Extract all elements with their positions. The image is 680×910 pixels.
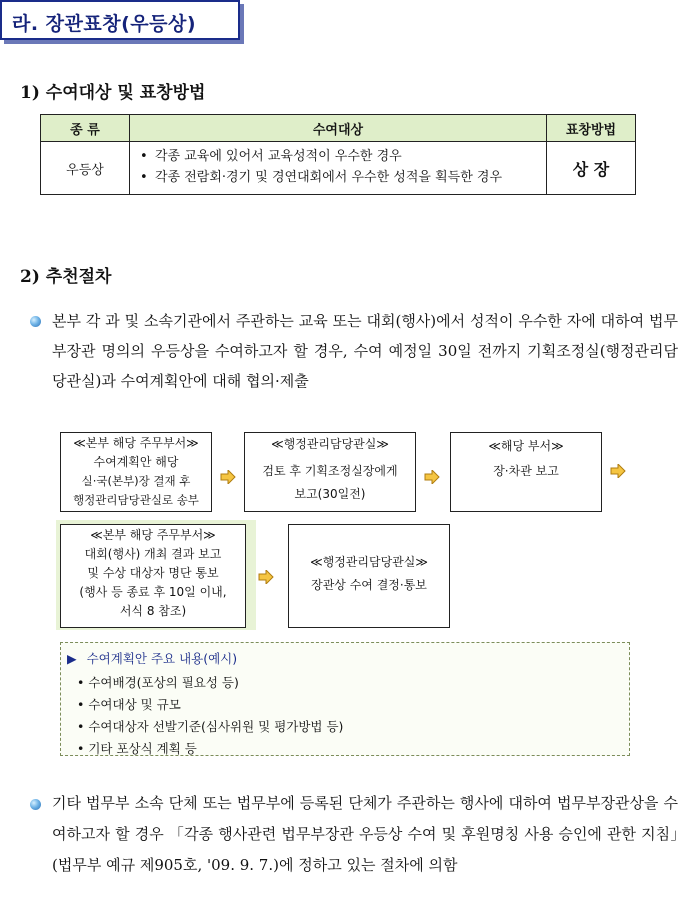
- flow-arrow-icon: [220, 470, 236, 484]
- target-item: • 각종 교육에 있어서 교육성적이 우수한 경우: [140, 146, 540, 167]
- list-item: • 수여대상 및 규모: [77, 697, 181, 712]
- award-table: [40, 114, 636, 195]
- cell-method: 상 장: [547, 142, 636, 195]
- bullet-ball-icon: [30, 316, 41, 327]
- flow-box-line: 장·차관 보고: [493, 464, 559, 478]
- other-org-paragraph: 기타 법무부 소속 단체 또는 법무부에 등록된 단체가 주관하는 행사에 대하여 법무부장관상을 수여하고자 할 경우 「각종 행사관련 법무부장관 우등상 수여 및 후원명칭 사용 승인에 관한 지침」(법무부 예규 제905호, '09. 9. 7.)에 정하고 있는 절차에 의함: [52, 794, 678, 874]
- flow-box-line: ≪행정관리담당관실≫: [310, 555, 428, 569]
- cell-kind: 우등상: [41, 142, 130, 195]
- flow-box-line: 행정관리담당관실로 송부: [73, 493, 199, 507]
- plan-contents-box: [60, 642, 630, 756]
- heading-recipients-method: 1) 수여대상 및 표창방법: [20, 83, 206, 103]
- flow-box-line: 장관상 수여 결정·통보: [311, 578, 427, 592]
- flow-box-result-report: [60, 524, 246, 628]
- flow-box-dept-report: [450, 432, 602, 512]
- table-header-row: [41, 115, 636, 142]
- header-kind: 종 류: [41, 115, 130, 142]
- flow-box-line: 대회(행사) 개최 결과 보고: [84, 547, 222, 561]
- plan-contents-title: 수여계획안 주요 내용(예시): [86, 651, 238, 666]
- heading-procedure: 2) 추천절차: [20, 267, 112, 287]
- flow-box-line: ≪본부 해당 주무부서≫: [90, 528, 216, 542]
- flow-box-line: ≪해당 부서≫: [488, 439, 564, 453]
- flow-box-line: (행사 등 종료 후 10일 이내,: [79, 585, 227, 599]
- header-method: 표창방법: [547, 115, 636, 142]
- target-item: • 각종 전람회·경기 및 경연대회에서 우수한 성적을 획득한 경우: [140, 167, 540, 188]
- flow-arrow-icon: [424, 470, 440, 484]
- plan-contents-title-row: [67, 649, 237, 667]
- section-title-box: [0, 0, 240, 40]
- table-row: [41, 142, 636, 195]
- list-item-text: 수여배경(포상의 필요성 등): [88, 675, 239, 690]
- flow-box-line: 실·국(본부)장 결재 후: [81, 474, 191, 488]
- list-item-text: 기타 포상식 계획 등: [88, 741, 197, 756]
- cell-targets: [130, 142, 547, 195]
- flow-box-line: ≪본부 해당 주무부서≫: [73, 436, 199, 450]
- header-target: 수여대상: [130, 115, 547, 142]
- flow-box-line: ≪행정관리담당관실≫: [271, 437, 389, 451]
- triangle-right-icon: ▶: [67, 651, 77, 666]
- list-item: • 기타 포상식 계획 등: [77, 741, 197, 756]
- flow-box-admin-review: [244, 432, 416, 512]
- flow-arrow-icon: [258, 570, 274, 584]
- flow-box-line: 서식 8 참조): [119, 604, 187, 618]
- section-title: 라. 장관표창(우등상): [12, 13, 197, 35]
- list-item: • 수여대상자 선발기준(심사위원 및 평가방법 등): [77, 719, 344, 734]
- flow-arrow-icon: [610, 464, 626, 478]
- flow-box-dept-plan: [60, 432, 212, 512]
- flow-box-line: 및 수상 대상자 명단 통보: [87, 566, 219, 580]
- list-item: • 수여배경(포상의 필요성 등): [77, 675, 239, 690]
- bullet-ball-icon: [30, 799, 41, 810]
- flow-box-line: 검토 후 기획조정실장에게: [262, 464, 398, 478]
- procedure-paragraph: 본부 각 과 및 소속기관에서 주관하는 교육 또는 대회(행사)에서 성적이 우수한 자에 대하여 법무부장관 명의의 우등상을 수여하고자 할 경우, 수여 예정일 30일 전까지 기획조정실(행정관리담당관실)과 수여계획안에 대해 협의·제출: [52, 312, 678, 390]
- flow-box-award-decision: [288, 524, 450, 628]
- list-item-text: 수여대상자 선발기준(심사위원 및 평가방법 등): [88, 719, 344, 734]
- flow-box-line: 보고(30일전): [294, 487, 366, 501]
- flow-box-line: 수여계획안 해당: [93, 455, 179, 469]
- list-item-text: 수여대상 및 규모: [88, 697, 181, 712]
